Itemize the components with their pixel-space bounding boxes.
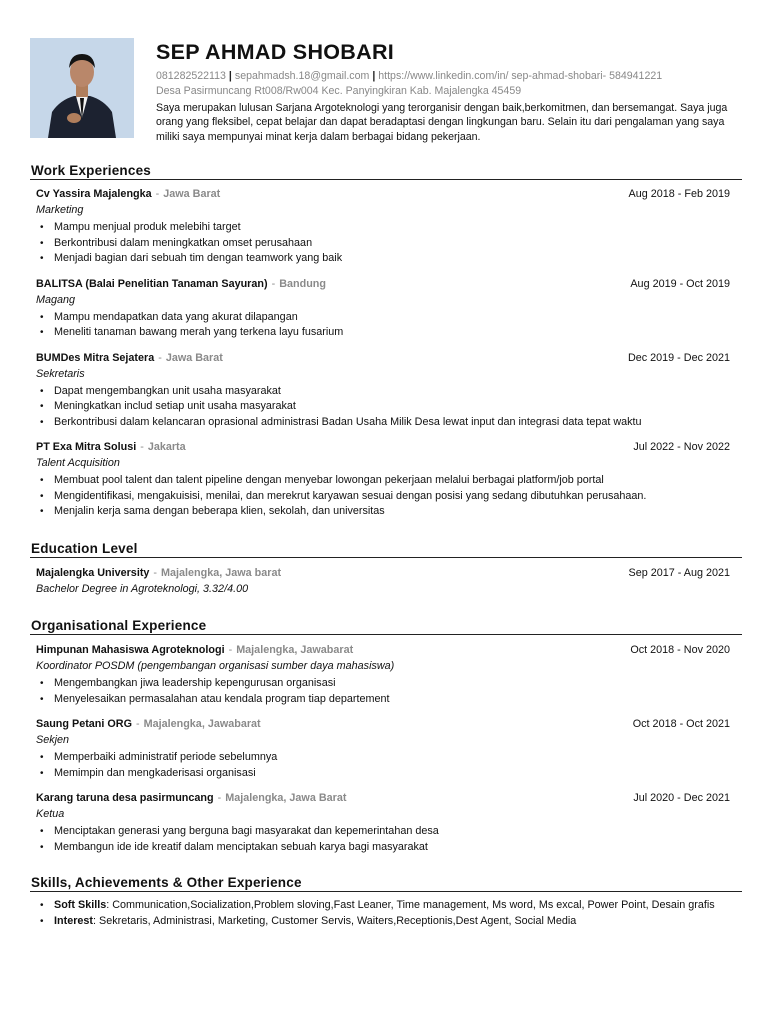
- institution-location: Majalengka, Jawa barat: [161, 567, 282, 579]
- list-item: • Mampu menjual produk melebihi target: [36, 220, 742, 236]
- organisation-entry: Himpunan Mahasiswa Agroteknologi - Majalengka, Jawabarat Oct 2018 - Nov 2020 Koordinator POSDM (pengembangan organisasi sumber daya mahasiswa) • Mengembangkan jiwa leadership kepengurusan organisasi • Menyelesaikan permasalahan atau kendala program tiap departement: [30, 642, 742, 707]
- address: Desa Pasirmuncang Rt008/Rw004 Kec. Panyingkiran Kab. Majalengka 45459: [156, 85, 522, 97]
- separator: |: [228, 70, 232, 82]
- work-entry: BUMDes Mitra Sejatera - Jawa Barat Dec 2019 - Dec 2021 Sekretaris • Dapat mengembangkan unit usaha masyarakat • Meningkatkan includ setiap unit usaha masyarakat • Berkontribusi dalam kelancaran oprasional administrasi Badan Usaha Milik Desa lewat input dan integrasi data tepat waktu: [30, 350, 742, 431]
- job-role: Marketing: [36, 204, 84, 216]
- degree: Bachelor Degree in Agroteknologi, 3.32/4.00: [36, 583, 249, 595]
- education-section: [30, 540, 742, 598]
- list-item: • Mengidentifikasi, mengakuisisi, menilai, dan merekrut karyawan sesuai dengan posisi yang sedang dibutuhkan perusahaan.: [36, 489, 742, 505]
- list-item: • Meneliti tanaman bawang merah yang terkena layu fusarium: [36, 325, 742, 341]
- org-name: BALITSA (Balai Penelitian Tanaman Sayuran): [36, 277, 268, 290]
- date-range: Dec 2019 - Dec 2021: [627, 351, 730, 364]
- contact-line: [156, 70, 742, 83]
- list-item: • Membangun ide ide kreatif dalam menciptakan sebuah karya bagi masyarakat: [36, 840, 742, 856]
- skill-label: Soft Skills: [54, 899, 107, 911]
- org-role: Koordinator POSDM (pengembangan organisasi sumber daya mahasiswa): [36, 660, 395, 672]
- resume-header: [30, 38, 742, 148]
- section-title: Education Level: [30, 540, 742, 558]
- profile-summary: Saya merupakan lulusan Sarjana Argoteknologi yang terorganisir dengan baik,berkomitmen, dan bersemangat. Saya juga orang yang fleksibel, cepat belajar dan dapat beradaptasi dengan lingkungan baru. Selain itu dari pengalaman yang saya miliki saya mempunyai minat kerja dalam berbagai bidang pekerjaan.: [156, 102, 728, 143]
- work-entry: Cv Yassira Majalengka - Jawa Barat Aug 2018 - Feb 2019 Marketing • Mampu menjual produk melebihi target • Berkontribusi dalam meningkatkan omset perusahaan • Menjadi bagian dari sebuah tim dengan teamwork yang baik: [30, 186, 742, 267]
- list-item: • Membuat pool talent dan talent pipeline dengan menyebar lowongan pekerjaan melalui berbagai platform/job portal: [36, 473, 742, 489]
- education-entry: Majalengka University - Majalengka, Jawa barat Sep 2017 - Aug 2021 Bachelor Degree in Agroteknologi, 3.32/4.00: [30, 565, 742, 598]
- candidate-name: SEP AHMAD SHOBARI: [156, 40, 395, 64]
- list-item: • Menjadi bagian dari sebuah tim dengan teamwork yang baik: [36, 251, 742, 267]
- org-location: Jawa Barat: [163, 188, 221, 200]
- list-item: • Mampu mendapatkan data yang akurat dilapangan: [36, 310, 742, 326]
- org-name: BUMDes Mitra Sejatera: [36, 351, 155, 364]
- skill-text: : Communication,Socialization,Problem sloving,Fast Leaner, Time management, Ms word, Ms excal, Power Point, Desain grafis: [106, 899, 715, 911]
- phone-number: 081282522113: [156, 70, 226, 82]
- date-range: Aug 2018 - Feb 2019: [628, 188, 730, 200]
- org-role: Sekjen: [36, 734, 70, 746]
- date-range: Jul 2022 - Nov 2022: [633, 441, 730, 453]
- org-location: Jakarta: [147, 441, 186, 453]
- org-name: Himpunan Mahasiswa Agroteknologi: [36, 644, 225, 656]
- work-experience-section: [30, 162, 742, 520]
- org-name: Saung Petani ORG: [36, 718, 132, 730]
- org-name: Karang taruna desa pasirmuncang: [36, 792, 214, 804]
- skill-item: [36, 898, 738, 914]
- profile-photo: [30, 38, 134, 138]
- list-item: • Berkontribusi dalam meningkatkan omset perusahaan: [36, 236, 742, 252]
- section-title: Organisational Experience: [30, 617, 742, 635]
- org-location: Majalengka, Jawabarat: [143, 718, 261, 730]
- org-location: Bandung: [279, 277, 326, 290]
- list-item: • Mengembangkan jiwa leadership kepengurusan organisasi: [36, 676, 742, 692]
- skill-text: : Sekretaris, Administrasi, Marketing, Customer Servis, Waiters,Receptionis,Dest Agent, Social Media: [93, 914, 577, 927]
- linkedin-link[interactable]: https://www.linkedin.com/in/ sep-ahmad-shobari- 584941221: [378, 70, 663, 82]
- date-range: Sep 2017 - Aug 2021: [628, 567, 730, 579]
- section-title: Work Experiences: [30, 162, 742, 180]
- skill-label: Interest: [54, 914, 94, 927]
- job-role: Sekretaris: [36, 367, 85, 380]
- job-role: Talent Acquisition: [36, 457, 120, 469]
- separator: |: [372, 70, 376, 82]
- list-item: • Dapat mengembangkan unit usaha masyarakat: [36, 384, 742, 400]
- organisation-entry: Karang taruna desa pasirmuncang - Majalengka, Jawa Barat Jul 2020 - Dec 2021 Ketua • Menciptakan generasi yang berguna bagi masyarakat dan kepemerintahan desa • Membangun ide ide kreatif dalam menciptakan sebuah karya bagi masyarakat: [30, 790, 742, 855]
- skill-item: [36, 914, 738, 930]
- list-item: • Memperbaiki administratif periode sebelumnya: [36, 750, 742, 766]
- section-title: Skills, Achievements & Other Experience: [30, 874, 742, 892]
- skills-section: [30, 874, 742, 929]
- organisation-entry: Saung Petani ORG - Majalengka, Jawabarat Oct 2018 - Oct 2021 Sekjen • Memperbaiki administratif periode sebelumnya • Memimpin dan mengkaderisasi organisasi: [30, 716, 742, 781]
- list-item: • Menciptakan generasi yang berguna bagi masyarakat dan kepemerintahan desa: [36, 824, 742, 840]
- list-item: • Berkontribusi dalam kelancaran oprasional administrasi Badan Usaha Milik Desa lewat input dan integrasi data tepat waktu: [36, 415, 742, 431]
- institution-name: Majalengka University: [36, 567, 150, 579]
- org-location: Jawa Barat: [165, 351, 223, 364]
- date-range: Oct 2018 - Nov 2020: [630, 644, 730, 656]
- org-name: Cv Yassira Majalengka: [36, 188, 152, 200]
- date-range: Jul 2020 - Dec 2021: [633, 792, 730, 804]
- list-item: • Meningkatkan includ setiap unit usaha masyarakat: [36, 399, 742, 415]
- work-entry: BALITSA (Balai Penelitian Tanaman Sayuran) - Bandung Aug 2019 - Oct 2019 Magang • Mampu mendapatkan data yang akurat dilapangan • Meneliti tanaman bawang merah yang terkena layu fusarium: [30, 276, 742, 341]
- date-range: Oct 2018 - Oct 2021: [632, 718, 730, 730]
- org-role: Ketua: [36, 808, 65, 820]
- date-range: Aug 2019 - Oct 2019: [630, 277, 730, 290]
- org-location: Majalengka, Jawabarat: [236, 644, 354, 656]
- work-entry: PT Exa Mitra Solusi - Jakarta Jul 2022 - Nov 2022 Talent Acquisition • Membuat pool talent dan talent pipeline dengan menyebar lowongan pekerjaan melalui berbagai platform/job portal • Mengidentifikasi, mengakuisisi, menilai, dan merekrut karyawan sesuai dengan posisi yang sedang dibutuhkan perusahaan. • Menjalin kerja sama dengan beberapa klien, sekolah, dan universitas: [30, 439, 742, 520]
- org-location: Majalengka, Jawa Barat: [225, 792, 347, 804]
- organisation-section: [30, 617, 742, 855]
- list-item: • Memimpin dan mengkaderisasi organisasi: [36, 766, 742, 782]
- email-link[interactable]: sepahmadsh.18@gmail.com: [234, 70, 370, 82]
- org-name: PT Exa Mitra Solusi: [36, 441, 137, 453]
- list-item: • Menyelesaikan permasalahan atau kendala program tiap departement: [36, 692, 742, 708]
- list-item: • Menjalin kerja sama dengan beberapa klien, sekolah, dan universitas: [36, 504, 742, 520]
- job-role: Magang: [36, 293, 76, 306]
